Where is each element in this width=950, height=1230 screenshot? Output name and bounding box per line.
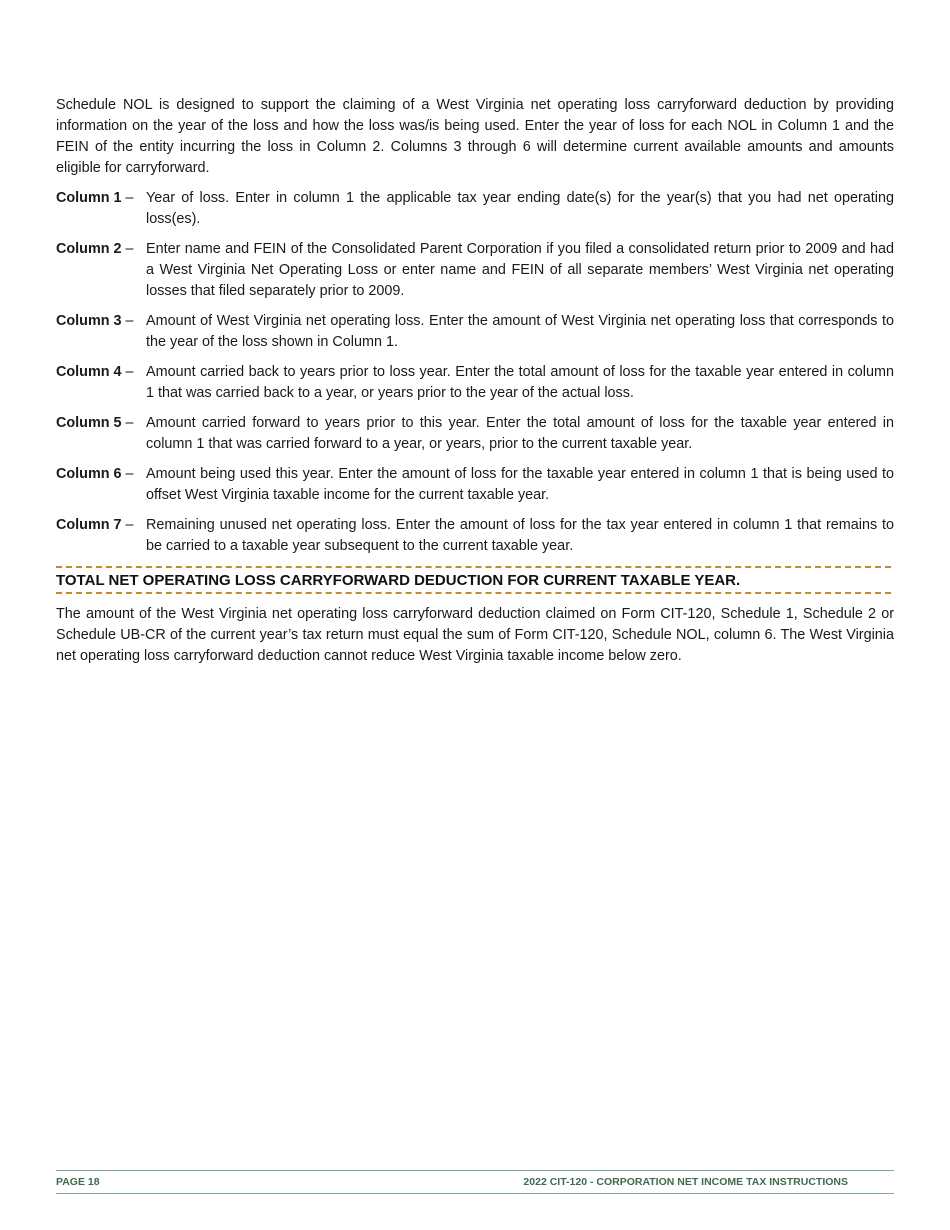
section-heading-band — [56, 566, 891, 594]
column-label-dash: – — [121, 364, 134, 380]
column-label-dash: – — [121, 466, 134, 482]
column-label-name: Column 1 — [56, 190, 122, 206]
column-label — [56, 362, 146, 383]
column-description: Amount carried forward to years prior to this year. Enter the total amount of loss for the taxable year entered in column 1 that was carried forward to a year, or years, prior to the current taxable year. — [146, 415, 894, 452]
column-label — [56, 515, 146, 536]
column-label — [56, 239, 146, 260]
section-heading: TOTAL NET OPERATING LOSS CARRYFORWARD DEDUCTION FOR CURRENT TAXABLE YEAR. — [56, 572, 741, 589]
column-label — [56, 413, 146, 434]
column-label — [56, 311, 146, 332]
column-label-name: Column 5 — [56, 415, 122, 431]
column-label — [56, 188, 146, 209]
document-body — [56, 95, 894, 667]
column-label-name: Column 7 — [56, 517, 122, 533]
column-label — [56, 464, 146, 485]
column-label-dash: – — [121, 313, 134, 329]
column-description: Amount being used this year. Enter the amount of loss for the taxable year entered in column 1 that is being used to offset West Virginia taxable income for the current taxable year. — [146, 466, 894, 503]
column-item — [56, 362, 894, 404]
column-label-dash: – — [121, 190, 134, 206]
column-item — [56, 188, 894, 230]
column-description: Amount of West Virginia net operating loss. Enter the amount of West Virginia net operating loss that corresponds to the year of the loss shown in Column 1. — [146, 313, 894, 350]
page-number: PAGE 18 — [56, 1176, 100, 1188]
page-footer — [56, 1170, 894, 1194]
column-list — [56, 188, 894, 557]
column-label-dash: – — [121, 517, 134, 533]
column-label-dash: – — [121, 415, 134, 431]
column-description: Year of loss. Enter in column 1 the applicable tax year ending date(s) for the year(s) that you had net operating loss(es). — [146, 190, 894, 227]
column-item — [56, 515, 894, 557]
column-label-name: Column 4 — [56, 364, 122, 380]
column-description: Amount carried back to years prior to loss year. Enter the total amount of loss for the taxable year entered in column 1 that was carried back to a year, or years prior to the year of the actual loss. — [146, 364, 894, 401]
column-item — [56, 239, 894, 302]
intro-paragraph: Schedule NOL is designed to support the claiming of a West Virginia net operating loss carryforward deduction by providing information on the year of the loss and how the loss was/is being used. Enter the year of loss for each NOL in Column 1 and the FEIN of the entity incurring the loss in Column 2. Columns 3 through 6 will determine current available amounts and amounts eligible for carryforward. — [56, 97, 894, 176]
column-label-name: Column 3 — [56, 313, 122, 329]
column-item — [56, 311, 894, 353]
column-label-dash: – — [121, 241, 134, 257]
column-item — [56, 413, 894, 455]
column-description: Remaining unused net operating loss. Enter the amount of loss for the tax year entered in column 1 that remains to be carried to a taxable year subsequent to the current taxable year. — [146, 517, 894, 554]
column-item — [56, 464, 894, 506]
document-title: 2022 CIT-120 - CORPORATION NET INCOME TAX INSTRUCTIONS — [523, 1176, 848, 1188]
closing-paragraph: The amount of the West Virginia net operating loss carryforward deduction claimed on Form CIT-120, Schedule 1, Schedule 2 or Schedule UB-CR of the current year’s tax return must equal the sum of Form CIT-120, Schedule NOL, column 6. The West Virginia net operating loss carryforward deduction cannot reduce West Virginia taxable income below zero. — [56, 606, 894, 664]
column-label-name: Column 2 — [56, 241, 122, 257]
column-description: Enter name and FEIN of the Consolidated Parent Corporation if you filed a consolidated return prior to 2009 and had a West Virginia Net Operating Loss or enter name and FEIN of all separate members’ West Virginia net operating losses that filed separately prior to 2009. — [146, 241, 894, 299]
column-label-name: Column 6 — [56, 466, 122, 482]
